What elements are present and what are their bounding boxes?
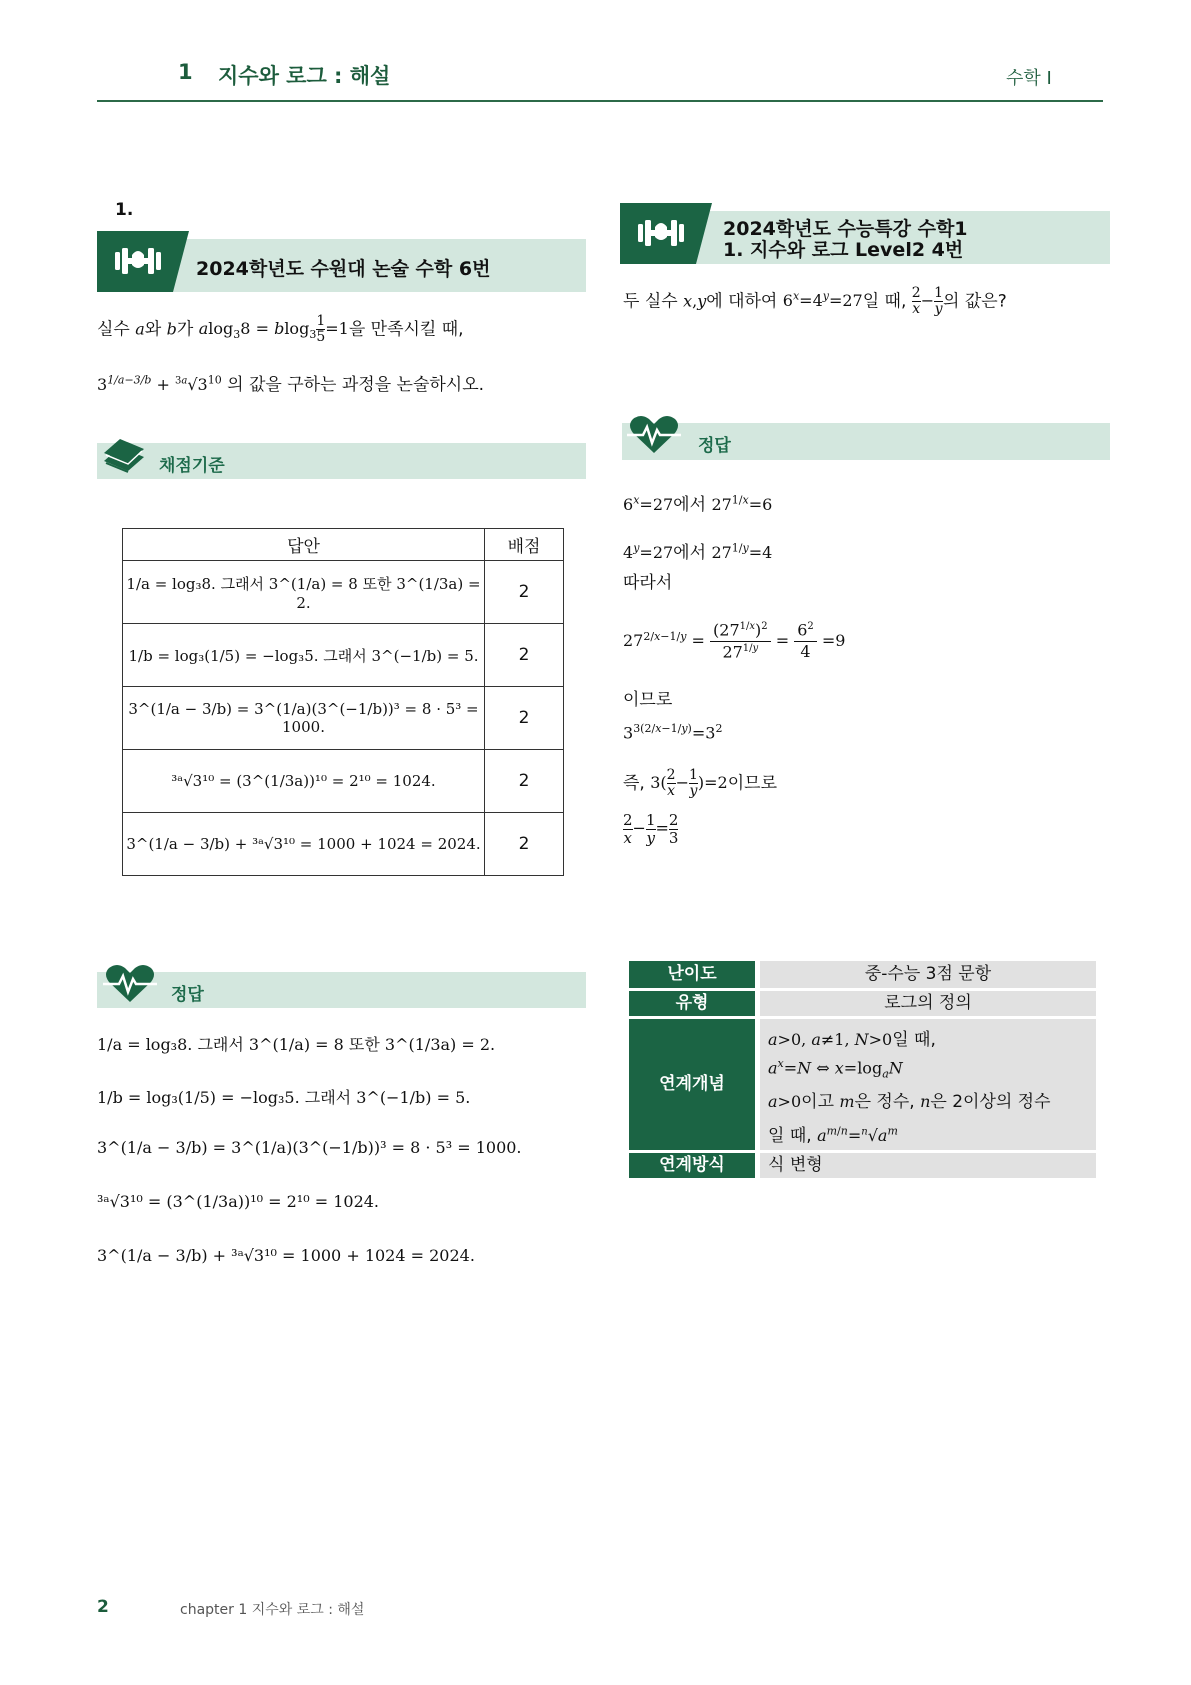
problem-text-right: 두 실수 x,y에 대하여 $6^x=4^y=27$일 때, $\frac{2}{x}$ − $\frac{1}{y}$ 의 값은? [623,285,1007,318]
answer-line: 1/b = log₃(1/5) = −log₃5. 그래서 3^(−1/b) = 5. [97,1088,471,1107]
table-row [123,561,564,624]
solution-final: $\frac{2}{x}$ − $\frac{1}{y}$ = $\frac{2}{3}$ [623,811,679,847]
solution-line: 즉, 3( $\frac{2}{x}$ − $\frac{1}{y}$ )=2이므로 [623,767,778,800]
heartbeat-icon [625,413,683,457]
info-label-difficulty: 난이도 [629,961,755,988]
answer-title-left: 정답 [171,985,204,1005]
table-row [123,813,564,876]
answer-line: 1/a = log₃8. 그래서 3^(1/a) = 8 또한 3^(1/3a) = 2. [97,1035,496,1054]
rubric-answer-cell: 1/a = log₃8. 그래서 3^(1/a) = 8 또한 3^(1/3a) = 2. [123,561,485,624]
info-type: 로그의 정의 [760,991,1096,1016]
concept-line3: a>0이고 m은 정수, n은 2이상의 정수 [768,1092,1051,1112]
rubric-score-cell: 2 [485,687,564,750]
solution-line: $4^y=27$에서 $27^{1/y}=4$ [623,541,773,563]
info-method: 식 변형 [760,1153,1096,1178]
info-label-method: 연계방식 [629,1153,755,1178]
problem-banner-title-right [723,219,968,261]
problem-text-line1: 실수 a와 b가 alog$_3$8 = blog$_3$ $\frac{1}{5}$ =1을 만족시킬 때, [97,313,464,346]
chapter-title: 지수와 로그 : 해설 [218,64,391,88]
problem-text-line2: $3^{1/a-3/b} + ^{3a}√3^{10}$ 의 값을 구하는 과정을 논술하시오. [97,373,485,395]
answer-line: 3^(1/a − 3/b) = 3^(1/a)(3^(−1/b))³ = 8 · 5³ = 1000. [97,1138,522,1157]
table-row [123,624,564,687]
info-difficulty: 중-수능 3점 문항 [760,961,1096,988]
concept-line4: 일 때, $a^{m/n}=^n√a^m$ [768,1124,898,1146]
dumbbell-icon [112,243,164,279]
rubric-answer-cell: 3^(1/a − 3/b) + ³ᵃ√3¹⁰ = 1000 + 1024 = 2024. [123,813,485,876]
rubric-answer-cell: 1/b = log₃(1/5) = −log₃5. 그래서 3^(−1/b) = 5. [123,624,485,687]
rubric-answer-cell: 3^(1/a − 3/b) = 3^(1/a)(3^(−1/b))³ = 8 · 5³ = 1000. [123,687,485,750]
rubric-score-cell: 2 [485,750,564,813]
info-label-concept: 연계개념 [629,1019,755,1150]
rubric-table [122,528,564,876]
rubric-title: 채점기준 [159,456,225,476]
rubric-answer-cell: ³ᵃ√3¹⁰ = (3^(1/3a))¹⁰ = 2¹⁰ = 1024. [123,750,485,813]
table-row [123,750,564,813]
problem-banner-title: 2024학년도 수원대 논술 수학 6번 [196,258,491,280]
solution-line: $27^{2/x-1/y}$ = $\frac{(27^{1/x})^2}{27^{1/y}}$ = $\frac{6^2}{4}$ =9 [623,620,846,662]
answer-line: 3^(1/a − 3/b) + ³ᵃ√3¹⁰ = 1000 + 1024 = 2024. [97,1246,475,1265]
table-row [123,687,564,750]
solution-therefore: 따라서 [623,573,673,593]
banner-line2: 1. 지수와 로그 Level2 4번 [723,239,964,261]
answer-banner-right [622,423,1110,460]
solution-imeuro: 이므로 [623,690,673,710]
rubric-score-cell: 2 [485,813,564,876]
info-concept [760,1019,1096,1150]
page-number: 2 [97,1597,109,1617]
header-rule [97,100,1103,102]
rubric-score-cell: 2 [485,624,564,687]
heartbeat-icon [101,962,159,1006]
book-icon [100,431,146,475]
answer-title-right: 정답 [698,436,731,456]
footer-chapter: chapter 1 지수와 로그 : 해설 [180,1602,365,1618]
info-label-type: 유형 [629,991,755,1016]
dumbbell-icon [635,215,687,251]
chapter-number: 1 [178,60,193,84]
rubric-score-cell: 2 [485,561,564,624]
problem-number: 1. [115,200,134,220]
rubric-col-answer: 답안 [123,529,485,561]
solution-line: $6^x=27$에서 $27^{1/x}=6$ [623,493,773,515]
concept-line1: a>0, a≠1, N>0일 때, [768,1030,936,1050]
solution-line: $3^{3(2/x-1/y)}=3^2$ [623,722,723,743]
answer-line: ³ᵃ√3¹⁰ = (3^(1/3a))¹⁰ = 2¹⁰ = 1024. [97,1192,380,1211]
concept-line2: $a^x=N$ ⇔ $x=\log_aN$ [768,1057,903,1081]
rubric-header-row [123,529,564,561]
rubric-col-score: 배점 [485,529,564,561]
banner-line1: 2024학년도 수능특강 수학1 [723,218,968,240]
subject-label: 수학 I [1006,68,1052,89]
